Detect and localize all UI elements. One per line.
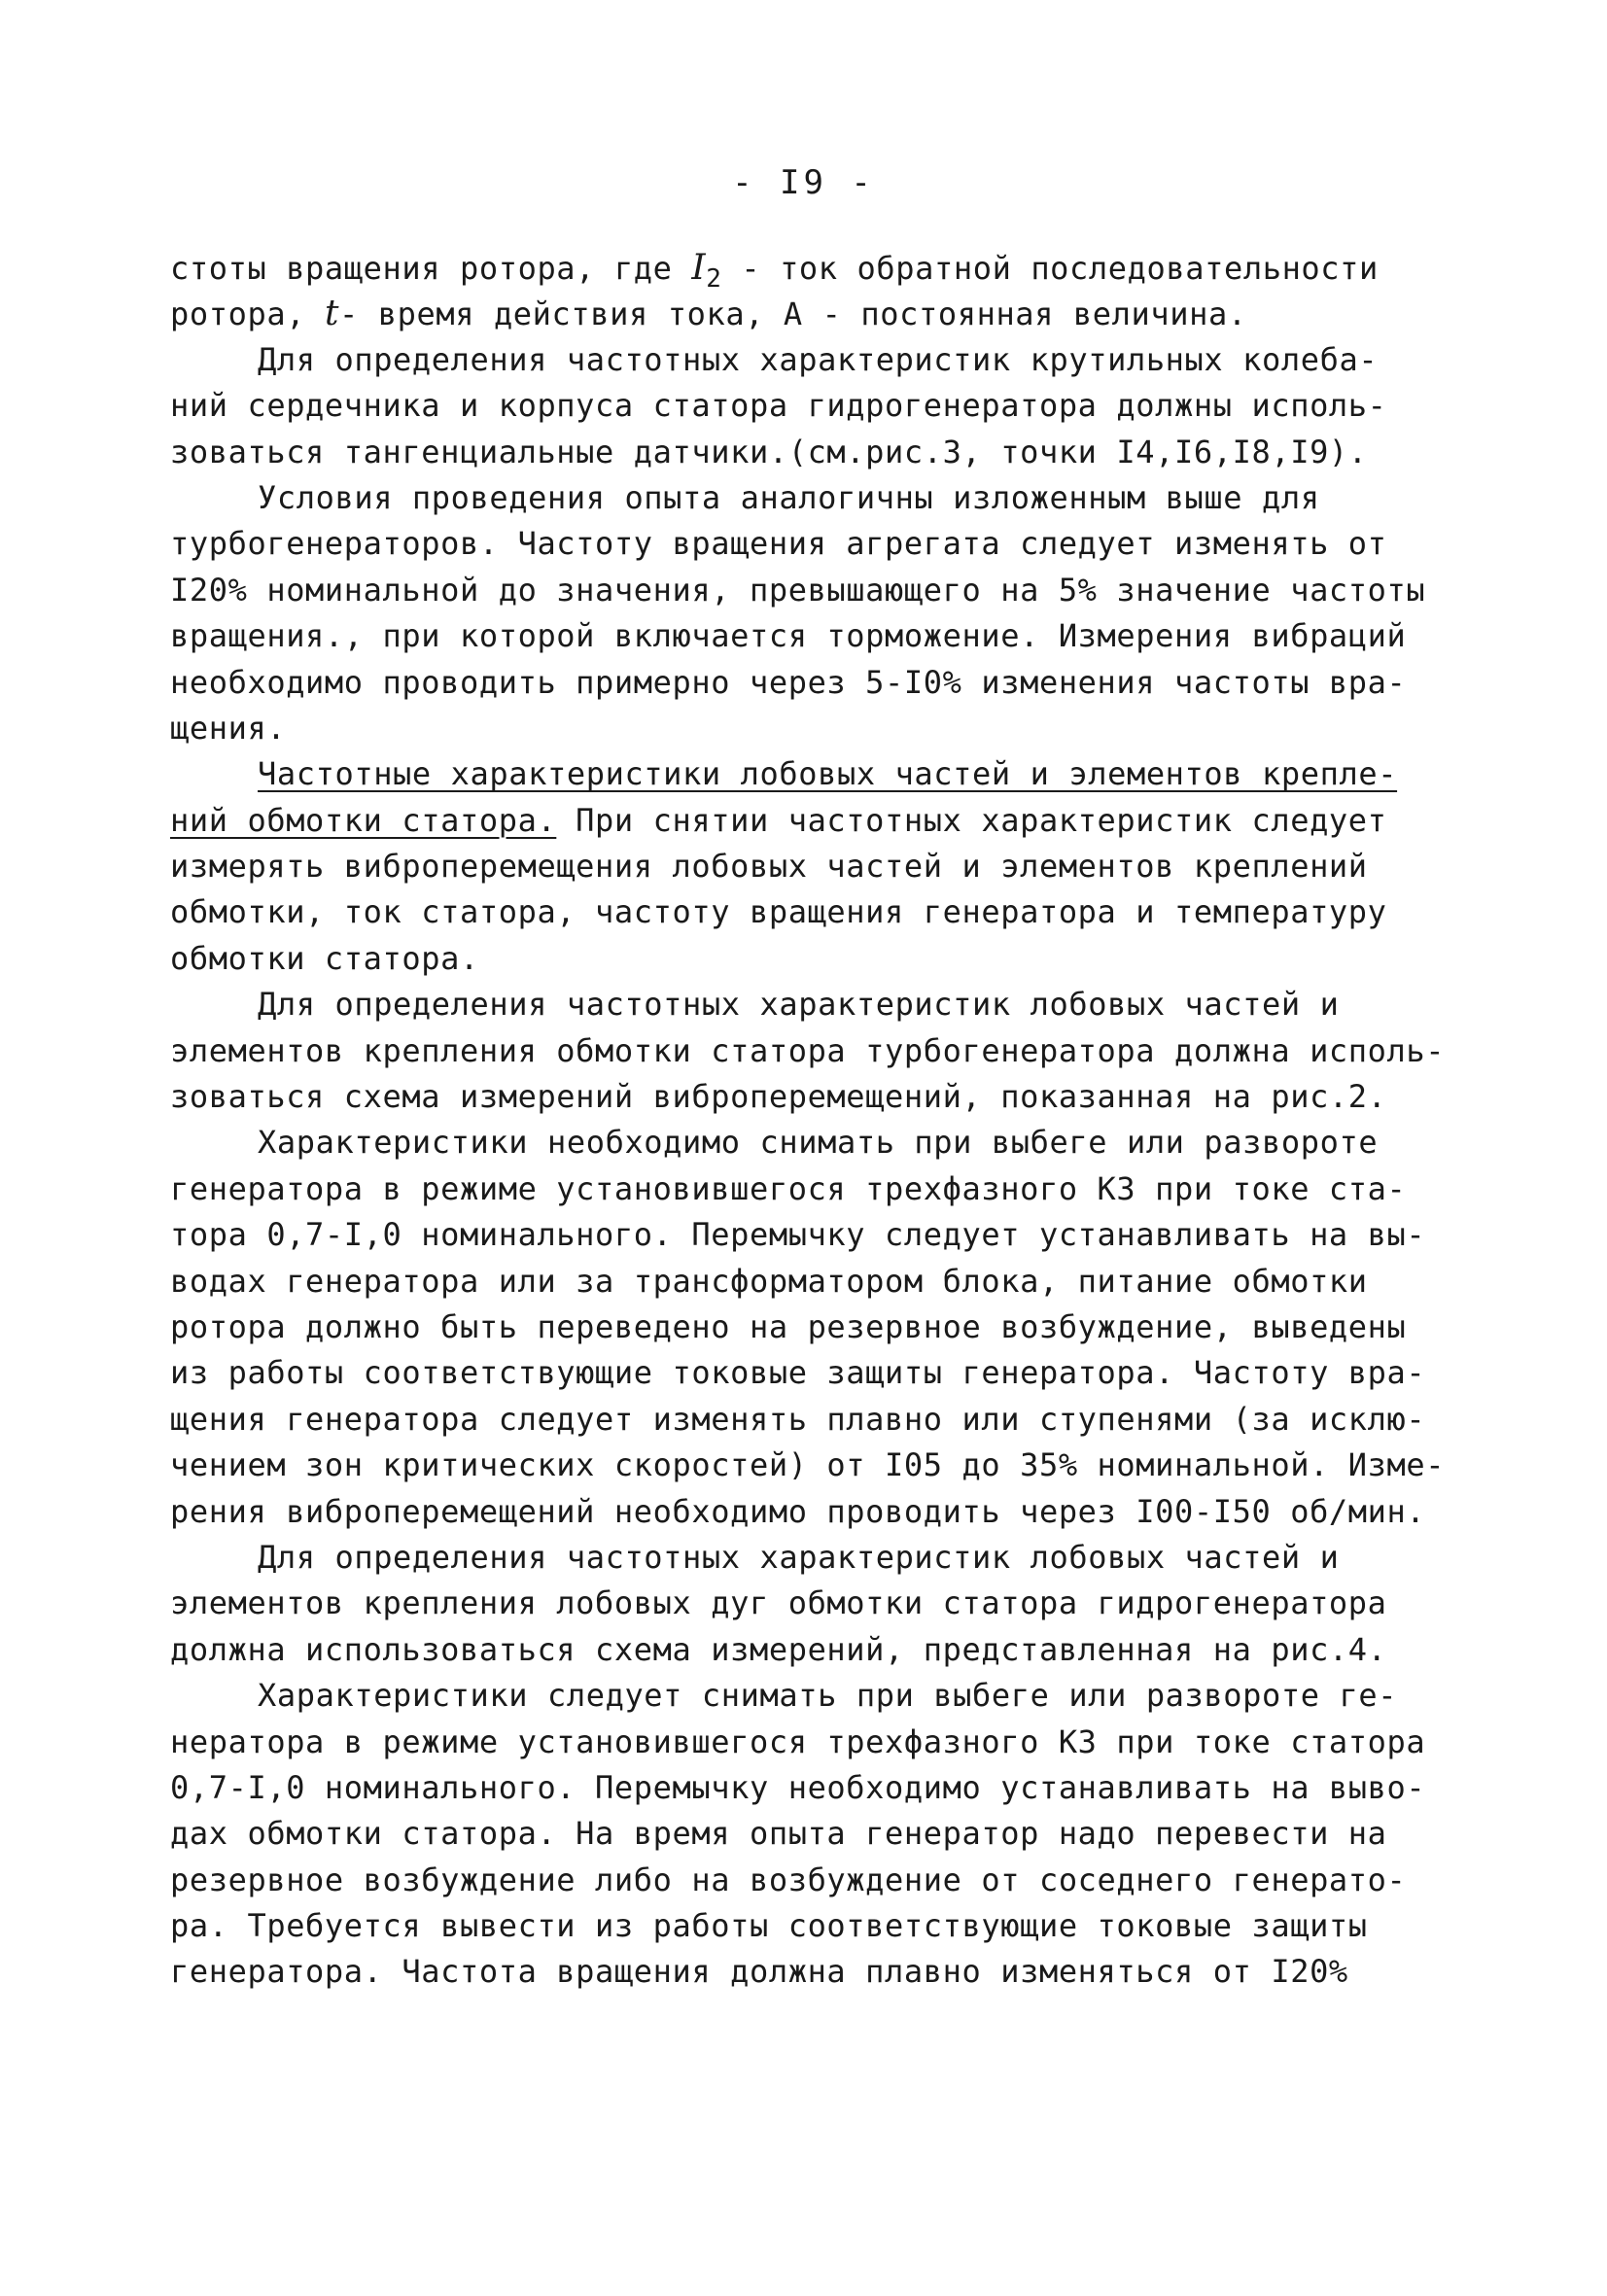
text-line	[170, 706, 1434, 751]
text-run: стоты вращения ротора, где	[170, 250, 692, 287]
text-run: Условия проведения опыта аналогичны изложенным выше для	[258, 478, 1320, 516]
text-line	[170, 1028, 1446, 1074]
body-text	[170, 245, 1446, 1996]
text-line	[170, 1305, 1434, 1350]
text-line	[170, 1397, 1434, 1443]
text-run: элементов крепления обмотки статора турбогенератора должна исполь-	[170, 1031, 1446, 1069]
text-line	[170, 475, 1434, 521]
text-run: 0,7-I,0 номинального. Перемычку необходимо устанавливать на выво-	[170, 1768, 1426, 1806]
text-line	[170, 1720, 1434, 1765]
text-line	[170, 1811, 1434, 1857]
text-line	[170, 751, 1434, 797]
text-run: вращения., при которой включается торможение. Измерения вибраций	[170, 617, 1407, 655]
text-run: - время действия тока, А - постоянная величина.	[339, 296, 1247, 333]
text-line	[170, 1581, 1434, 1626]
text-run: Характеристики необходимо снимать при выбеге или развороте	[258, 1124, 1379, 1162]
text-run: Для определения частотных характеристик крутильных колеба-	[258, 340, 1379, 378]
underlined-heading: Частотные характеристики лобовых частей и элементов крепле-	[258, 755, 1398, 793]
text-line	[170, 982, 1434, 1027]
underlined-heading: ний обмотки статора.	[170, 801, 557, 839]
text-line	[170, 1535, 1434, 1581]
text-line	[170, 245, 1434, 294]
text-run: обмотки, ток статора, частоту вращения генератора и температуру	[170, 893, 1387, 931]
math-variable: I	[691, 248, 707, 288]
text-line	[170, 1949, 1434, 1995]
text-line	[170, 660, 1434, 706]
text-line	[170, 889, 1434, 935]
text-run: Для определения частотных характеристик лобовых частей и	[258, 1538, 1340, 1576]
text-run: Для определения частотных характеристик лобовых частей и	[258, 986, 1340, 1024]
text-run: щения.	[170, 709, 287, 747]
text-line	[170, 1259, 1434, 1305]
text-run: из работы соответствующие токовые защиты генератора. Частоту вра-	[170, 1354, 1426, 1392]
text-run: чением зон критических скоростей) от I05 до 35% номинальной. Изме-	[170, 1446, 1446, 1484]
text-line	[170, 1166, 1434, 1212]
text-line	[170, 1673, 1434, 1719]
text-run: рения виброперемещений необходимо проводить через I00-I50 об/мин.	[170, 1492, 1426, 1530]
text-run: I20% номинальной до значения, превышающего на 5% значение частоты	[170, 571, 1426, 609]
text-line	[170, 1489, 1434, 1535]
text-run: ротора должно быть переведено на резервное возбуждение, выведены	[170, 1307, 1407, 1345]
text-line	[170, 568, 1434, 613]
text-line	[170, 844, 1434, 889]
text-run: должна использоваться схема измерений, представленная на рис.4.	[170, 1630, 1387, 1668]
text-run: элементов крепления лобовых дуг обмотки статора гидрогенератора	[170, 1584, 1387, 1622]
text-run: дах обмотки статора. На время опыта генератор надо перевести на	[170, 1815, 1387, 1853]
text-run: измерять виброперемещения лобовых частей и элементов креплений	[170, 848, 1368, 886]
text-run: ра. Требуется вывести из работы соответствующие токовые защиты	[170, 1907, 1368, 1945]
text-run: При снятии частотных характеристик следует	[556, 801, 1387, 839]
text-line	[170, 1627, 1434, 1673]
text-run: Характеристики следует снимать при выбеге или развороте ге-	[258, 1677, 1398, 1715]
text-run: зоваться схема измерений виброперемещений, показанная на рис.2.	[170, 1078, 1387, 1116]
text-line	[170, 430, 1434, 475]
text-run: резервное возбуждение либо на возбуждение от соседнего генерато-	[170, 1861, 1407, 1898]
text-run: ний сердечника и корпуса статора гидрогенератора должны исполь-	[170, 387, 1387, 425]
text-line	[170, 1443, 1446, 1488]
text-run: обмотки статора.	[170, 939, 479, 977]
text-run: турбогенераторов. Частоту вращения агрегата следует изменять от	[170, 525, 1387, 563]
text-line	[170, 1858, 1434, 1903]
text-line	[170, 291, 1434, 336]
math-variable: t	[324, 294, 340, 334]
text-line	[170, 1903, 1434, 1949]
text-line	[170, 936, 1434, 982]
text-run: тора 0,7-I,0 номинального. Перемычку следует устанавливать на вы-	[170, 1216, 1426, 1254]
text-line	[170, 383, 1434, 429]
text-line	[170, 1765, 1434, 1811]
text-line	[170, 337, 1434, 383]
text-line	[170, 1120, 1434, 1165]
text-run: генератора. Частота вращения должна плавно изменяться от I20%	[170, 1953, 1348, 1991]
text-line	[170, 1350, 1434, 1396]
text-line	[170, 1212, 1434, 1258]
text-run: зоваться тангенциальные датчики.(см.рис.3, точки I4,I6,I8,I9).	[170, 433, 1368, 470]
text-run: - ток обратной последовательности	[721, 250, 1379, 287]
math-subscript: 2	[706, 264, 722, 294]
text-line	[170, 613, 1434, 659]
page-number: - I9 -	[732, 163, 875, 202]
text-run: водах генератора или за трансформатором блока, питание обмотки	[170, 1262, 1368, 1300]
text-line	[170, 798, 1434, 844]
text-line	[170, 1074, 1434, 1120]
text-run: нератора в режиме установившегося трехфазного КЗ при токе статора	[170, 1722, 1426, 1760]
text-run: щения генератора следует изменять плавно или ступенями (за исклю-	[170, 1400, 1426, 1438]
text-line	[170, 521, 1434, 567]
text-run: ротора,	[170, 296, 325, 333]
text-run: генератора в режиме установившегося трехфазного КЗ при токе ста-	[170, 1169, 1407, 1207]
text-run: необходимо проводить примерно через 5-I0% изменения частоты вра-	[170, 663, 1407, 701]
